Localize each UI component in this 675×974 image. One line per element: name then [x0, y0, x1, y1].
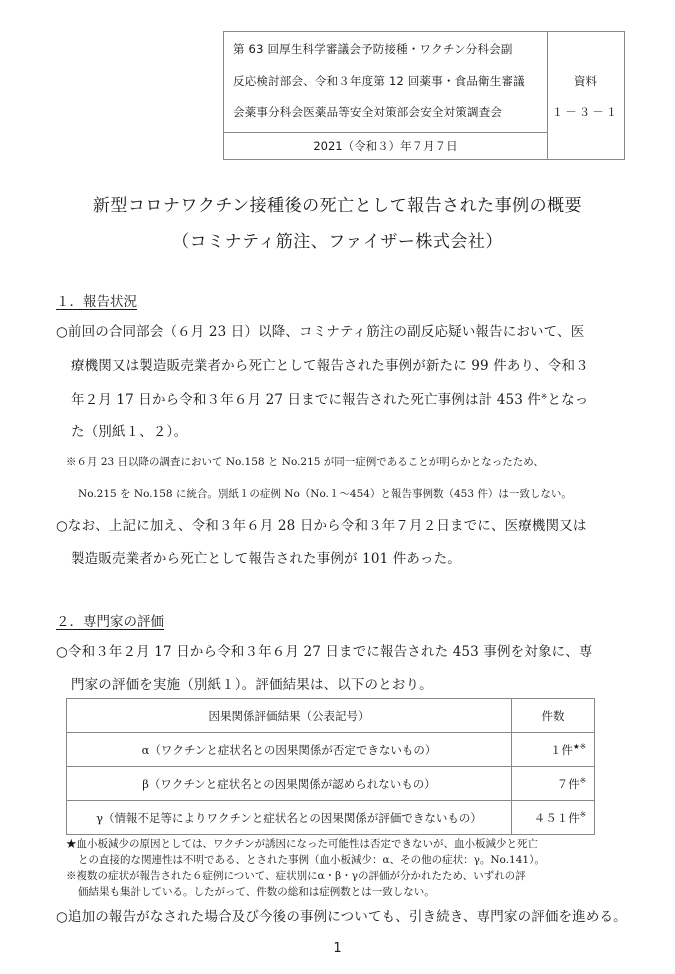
- meeting-date: 2021（令和３）年７月７日: [224, 132, 547, 160]
- material-label: 資料: [574, 74, 597, 88]
- page-title: 新型コロナワクチン接種後の死亡として報告された事例の概要: [92, 196, 583, 216]
- section-heading-report-status: １．報告状況: [56, 294, 137, 310]
- causality-evaluation-table: [66, 698, 595, 835]
- note-line: ※６月 23 日以降の調査において No.158 と No.215 が同一症例であることが明らかとなったため、: [66, 456, 544, 468]
- count-value: ４５１件: [533, 810, 580, 825]
- paragraph-line: [71, 388, 588, 408]
- paragraph-line: ○令和３年２月 17 日から令和３年６月 27 日までに報告された 453 事例を対象に、専: [56, 644, 593, 660]
- evaluation-label: γ（情報不足等によりワクチンと症状名との因果関係が評価できないもの）: [67, 801, 512, 835]
- footnote-line: との直接的な関連性は不明である、とされた事例（血小板減少：α、その他の症状：γ。No.141）。: [78, 854, 545, 866]
- count-value: ７件: [556, 776, 580, 791]
- meeting-line: 第 63 回厚生科学審議会予防接種・ワクチン分科会副: [233, 42, 513, 56]
- column-header-result: 因果関係評価結果（公表記号）: [67, 699, 512, 733]
- paragraph-line: ○追加の報告がなされた場合及び今後の事例についても、引き続き、専門家の評価を進める。: [56, 909, 627, 925]
- evaluation-count: [512, 801, 595, 835]
- page-subtitle: （コミナティ筋注、ファイザー株式会社）: [172, 232, 503, 252]
- count-marks: ※: [579, 809, 586, 819]
- table-row: [67, 801, 595, 835]
- evaluation-label: α（ワクチンと症状名との因果関係が否定できないもの）: [67, 733, 512, 767]
- footnote-line: 価結果も集計している。したがって、件数の総和は症例数とは一致しない。: [78, 886, 435, 898]
- document-header-box: [223, 31, 625, 160]
- count-value: １件: [549, 742, 573, 757]
- note-line: No.215 を No.158 に統合。別紙１の症例 No（No.１～454）と報告事例数（453 件）は一致しない。: [78, 488, 572, 500]
- table-header-row: [67, 699, 595, 733]
- footnote-line: ※複数の症状が報告された６症例について、症状別にα・β・γの評価が分かれたため、いずれの評: [66, 870, 526, 882]
- material-number: １－３－１: [551, 105, 620, 119]
- paragraph-line: 門家の評価を実施（別紙１）。評価結果は、以下のとおり。: [71, 677, 433, 693]
- paragraph-line: 療機関又は製造販売業者から死亡として報告された事例が新たに 99 件あり、令和３: [71, 358, 589, 374]
- count-marks: ※: [579, 775, 586, 785]
- paragraph-line: ○前回の合同部会（６月 23 日）以降、コミナティ筋注の副反応疑い報告において、医: [56, 324, 585, 340]
- paragraph-line: た（別紙１、２）。: [71, 424, 188, 440]
- evaluation-count: [512, 767, 595, 801]
- evaluation-label: β（ワクチンと症状名との因果関係が認められないもの）: [67, 767, 512, 801]
- paragraph-text: となっ: [547, 392, 589, 408]
- evaluation-count: [512, 733, 595, 767]
- count-marks: ★※: [572, 741, 586, 751]
- footnote-line: ★血小板減少の原因としては、ワクチンが誘因になった可能性は否定できないが、血小板減少と死亡: [66, 838, 538, 850]
- column-header-count: 件数: [512, 699, 595, 733]
- meeting-line: 反応検討部会、令和３年度第 12 回薬事・食品衛生審議: [233, 74, 525, 88]
- meeting-info: [224, 32, 548, 159]
- meeting-line: 会薬事分科会医薬品等安全対策部会安全対策調査会: [233, 105, 503, 119]
- note-mark: ※: [541, 392, 548, 401]
- paragraph-text: 年２月 17 日から令和３年６月 27 日までに報告された死亡事例は計 453 件: [71, 392, 542, 408]
- section-heading-expert-evaluation: ２．専門家の評価: [56, 614, 164, 630]
- table-row: [67, 767, 595, 801]
- paragraph-line: ○なお、上記に加え、令和３年６月 28 日から令和３年７月２日までに、医療機関又は: [56, 518, 587, 534]
- paragraph-line: 製造販売業者から死亡として報告された事例が 101 件あった。: [71, 551, 461, 567]
- material-id: [547, 32, 624, 159]
- page-number: 1: [333, 941, 342, 956]
- table-row: [67, 733, 595, 767]
